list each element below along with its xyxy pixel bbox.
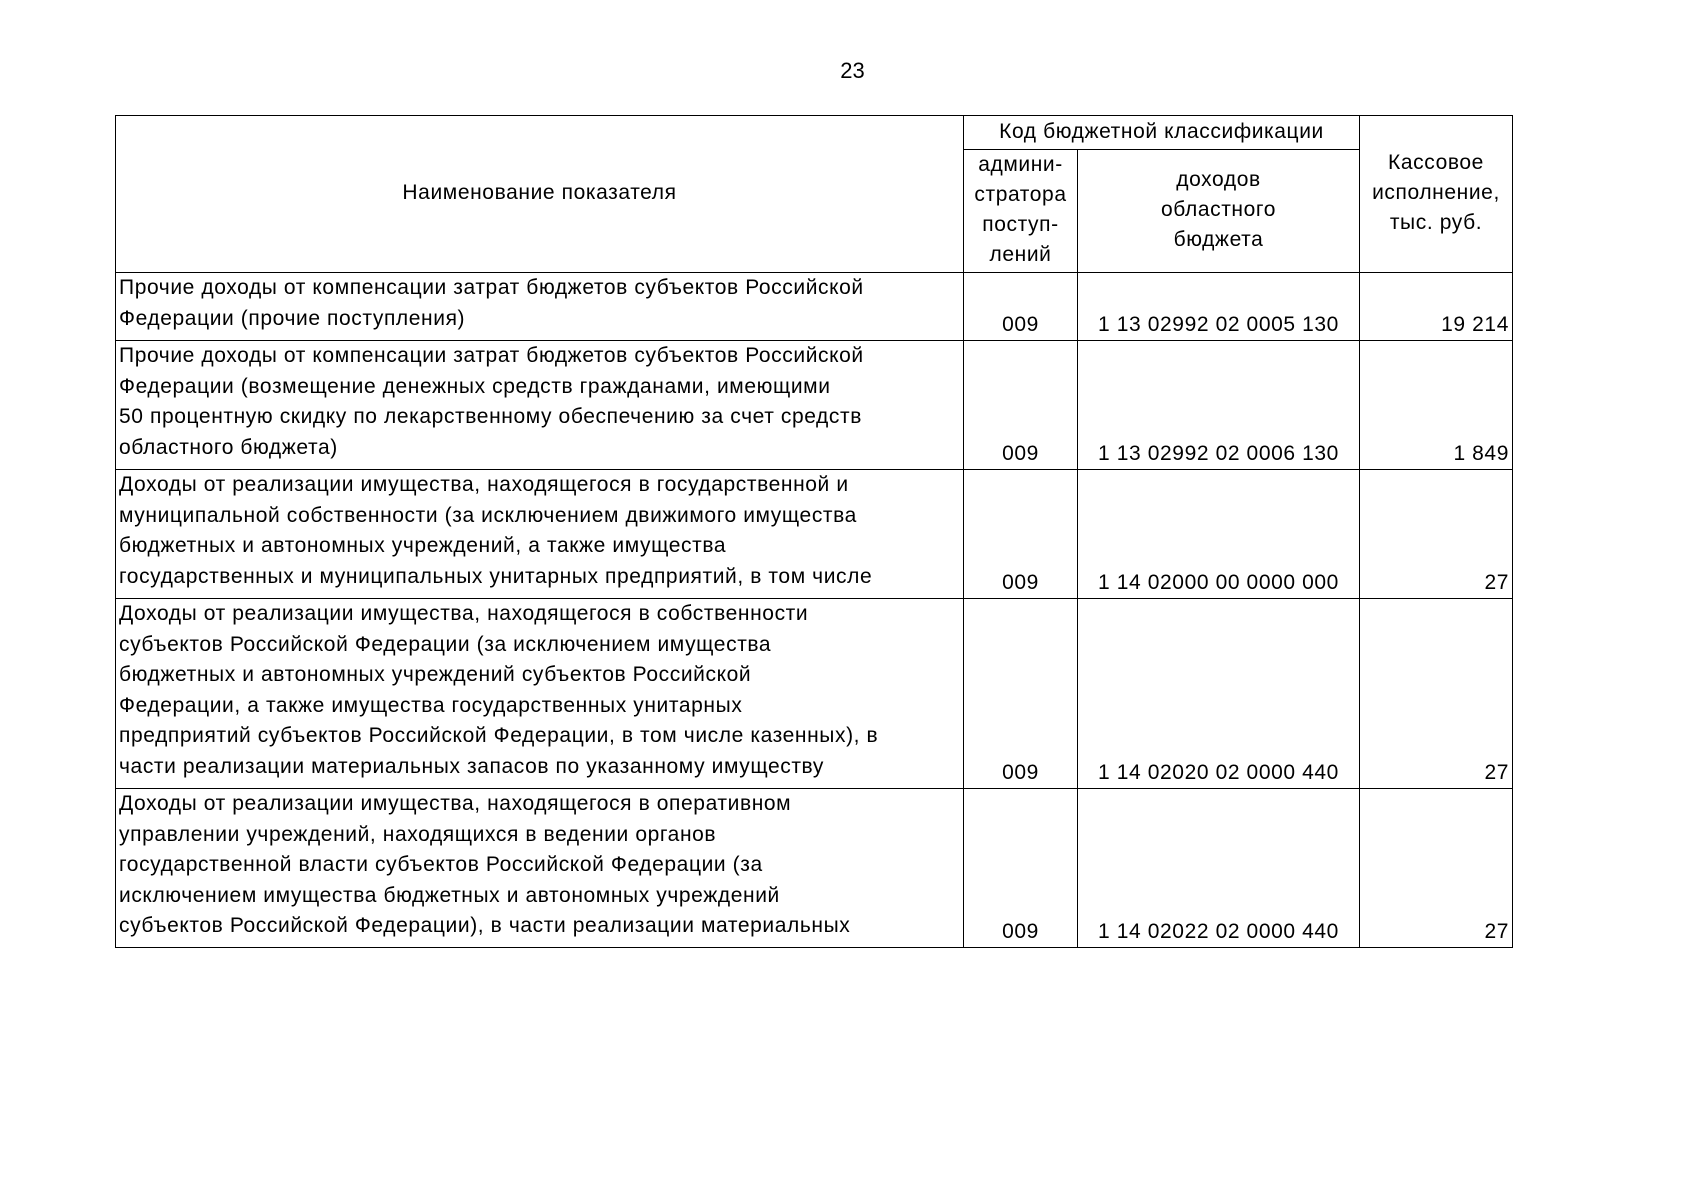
row-admin-code: 009 [964, 789, 1078, 948]
header-administrator [964, 150, 1078, 273]
table-row [116, 470, 1513, 599]
row-admin-code: 009 [964, 273, 1078, 341]
table-row [116, 789, 1513, 948]
row-name [116, 599, 964, 789]
header-regional-income [1078, 150, 1360, 273]
row-admin-code: 009 [964, 470, 1078, 599]
table-row [116, 599, 1513, 789]
row-name [116, 273, 964, 341]
row-name-text: Прочие доходы от компенсации затрат бюджетов субъектов Российской Федерации (прочие поступления) [119, 276, 864, 330]
row-income-code: 1 13 02992 02 0006 130 [1078, 341, 1360, 470]
header-indicator-name: Наименование показателя [116, 116, 964, 273]
row-name-text: Доходы от реализации имущества, находящегося в оперативном управлении учреждений, находящихся в ведении органов государственной власти субъектов Российской Федерации (за исключением имущества бюджетных и автономных учреждений субъектов Российской Федерации), в части реализации материальных [119, 792, 851, 937]
header-administrator-text: админи- стратора поступ- лений [974, 153, 1067, 266]
table-header [116, 116, 1513, 273]
row-admin-code: 009 [964, 341, 1078, 470]
row-income-code: 1 14 02020 02 0000 440 [1078, 599, 1360, 789]
row-income-code: 1 14 02000 00 0000 000 [1078, 470, 1360, 599]
table-row [116, 341, 1513, 470]
row-amount: 27 [1360, 470, 1513, 599]
row-amount: 27 [1360, 789, 1513, 948]
table-body [116, 273, 1513, 948]
table-row [116, 273, 1513, 341]
row-name-text: Доходы от реализации имущества, находящегося в государственной и муниципальной собственности (за исключением движимого имущества бюджетных и автономных учреждений, а также имущества государственных и муниципальных унитарных предприятий, в том числе [119, 473, 873, 588]
header-cash-execution [1360, 116, 1513, 273]
row-admin-code: 009 [964, 599, 1078, 789]
header-regional-income-text: доходов областного бюджета [1161, 168, 1276, 251]
row-name-text: Прочие доходы от компенсации затрат бюджетов субъектов Российской Федерации (возмещение денежных средств гражданами, имеющими 50 процентную скидку по лекарственному обеспечению за счет средств областного бюджета) [119, 344, 864, 459]
row-amount: 1 849 [1360, 341, 1513, 470]
budget-table [115, 115, 1513, 948]
row-name-text: Доходы от реализации имущества, находящегося в собственности субъектов Российской Федерации (за исключением имущества бюджетных и автономных учреждений субъектов Российской Федерации, а также имущества государственных унитарных предприятий субъектов Российской Федерации, в том числе казенных), в части реализации материальных запасов по указанному имуществу [119, 602, 879, 778]
row-amount: 19 214 [1360, 273, 1513, 341]
row-amount: 27 [1360, 599, 1513, 789]
row-name [116, 470, 964, 599]
header-cash-execution-text: Кассовое исполнение, тыс. руб. [1372, 151, 1500, 234]
row-name [116, 341, 964, 470]
row-income-code: 1 14 02022 02 0000 440 [1078, 789, 1360, 948]
header-budget-code-group: Код бюджетной классификации [964, 116, 1360, 150]
row-name [116, 789, 964, 948]
row-income-code: 1 13 02992 02 0005 130 [1078, 273, 1360, 341]
page-number: 23 [840, 58, 865, 83]
